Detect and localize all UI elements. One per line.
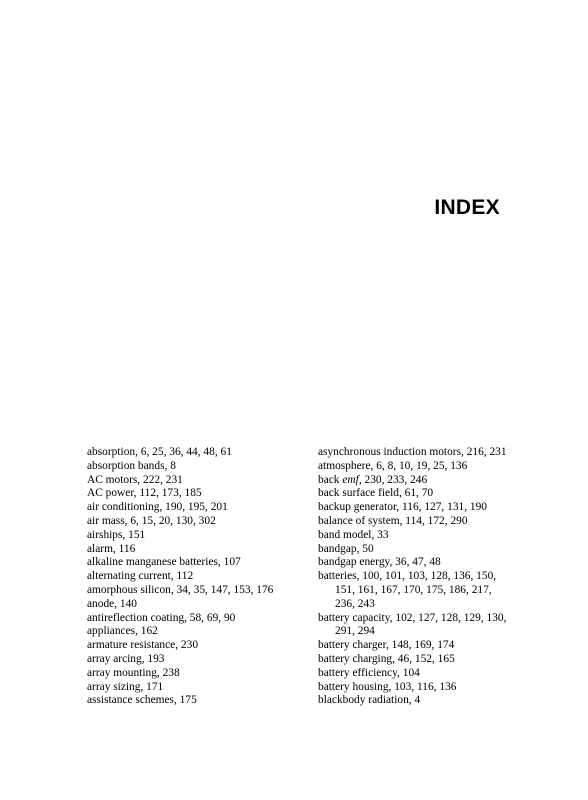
index-entry: appliances, 162	[87, 625, 158, 638]
index-entry: array mounting, 238	[87, 666, 180, 679]
index-column-right	[318, 446, 510, 708]
page-title: INDEX	[434, 196, 500, 219]
index-entry: absorption bands, 8	[87, 459, 176, 472]
index-entry: air conditioning, 190, 195, 201	[87, 501, 228, 514]
index-entry: AC power, 112, 173, 185	[87, 487, 202, 500]
index-entry: back surface field, 61, 70	[318, 487, 434, 500]
index-entry: balance of system, 114, 172, 290	[318, 514, 468, 527]
index-entry: absorption, 6, 25, 36, 44, 48, 61	[87, 446, 232, 458]
index-entry: AC motors, 222, 231	[87, 473, 183, 486]
index-entry: amorphous silicon, 34, 35, 147, 153, 176	[87, 583, 274, 596]
index-entry: array sizing, 171	[87, 680, 164, 693]
index-entry: anode, 140	[87, 597, 137, 610]
index-entry: alkaline manganese batteries, 107	[87, 556, 241, 569]
index-entry: assistance schemes, 175	[87, 694, 197, 707]
index-entry: armature resistance, 230	[87, 639, 199, 652]
index-entry: array arcing, 193	[87, 652, 165, 665]
index-entry: band model, 33	[318, 528, 389, 541]
index-entry: airships, 151	[87, 528, 146, 541]
index-entry: air mass, 6, 15, 20, 130, 302	[87, 514, 216, 527]
index-entry: atmosphere, 6, 8, 10, 19, 25, 136	[318, 459, 468, 472]
index-entry: battery capacity, 102, 127, 128, 129, 130, 291, 294	[318, 611, 507, 638]
index-entry: battery efficiency, 104	[318, 666, 420, 679]
index-entry: batteries, 100, 101, 103, 128, 136, 150, 151, 161, 167, 170, 175, 186, 217, 236, 243	[318, 570, 497, 610]
index-entry: alternating current, 112	[87, 570, 194, 583]
index-entry: bandgap, 50	[318, 542, 374, 555]
index-column-left	[87, 446, 292, 708]
index-entry: asynchronous induction motors, 216, 231	[318, 446, 507, 458]
index-entry: backup generator, 116, 127, 131, 190	[318, 501, 487, 514]
index-entry: antireflection coating, 58, 69, 90	[87, 611, 236, 624]
index-entry: bandgap energy, 36, 47, 48	[318, 556, 441, 569]
index-entry: back emf, 230, 233, 246	[318, 473, 428, 486]
index-entry: battery charger, 148, 169, 174	[318, 639, 455, 652]
index-entry: blackbody radiation, 4	[318, 694, 421, 707]
index-entry: battery housing, 103, 116, 136	[318, 680, 457, 693]
index-entry: alarm, 116	[87, 542, 136, 555]
index-entry: battery charging, 46, 152, 165	[318, 652, 455, 665]
